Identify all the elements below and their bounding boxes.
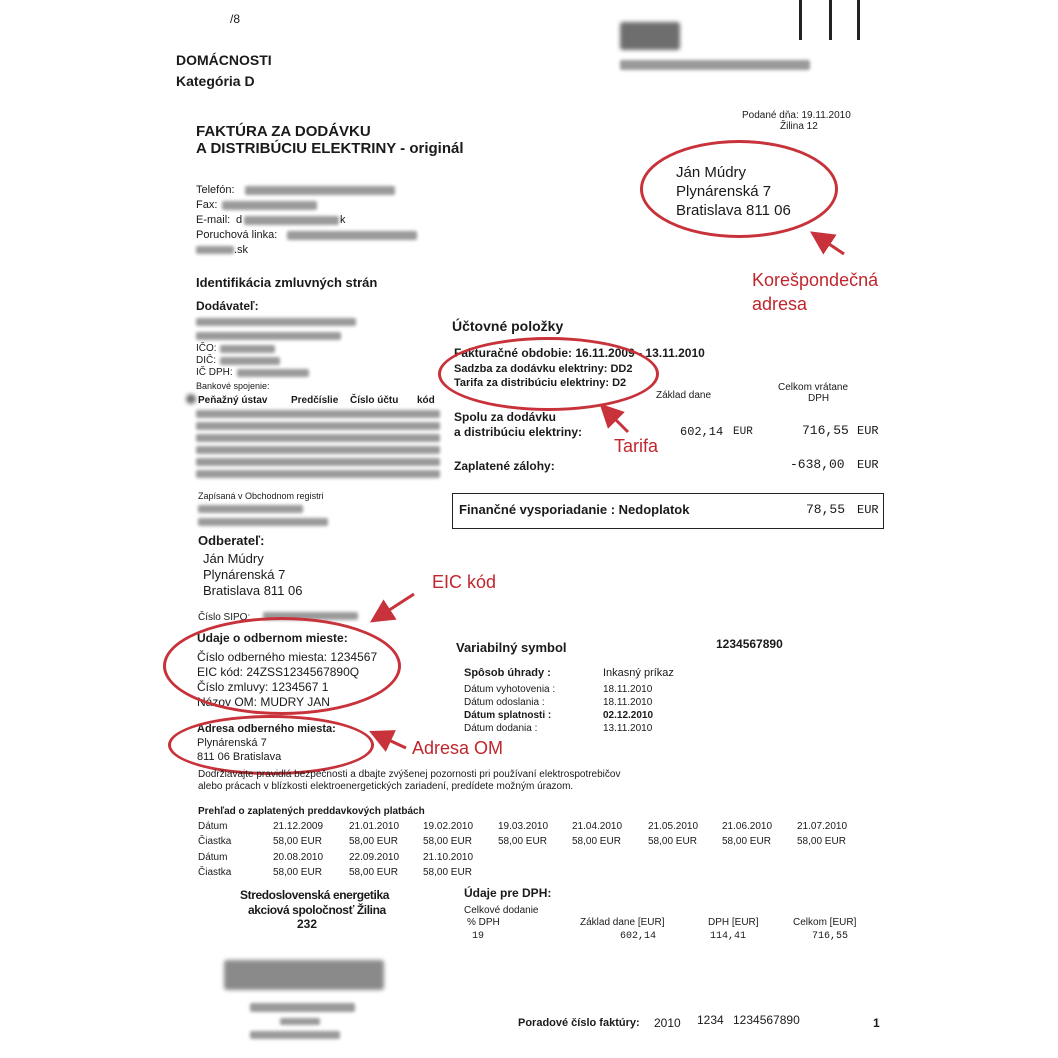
vat-heading: Údaje pre DPH:: [464, 886, 552, 900]
supply-point-number: Číslo odberného miesta: 1234567: [197, 650, 378, 664]
icdph-label: IČ DPH:: [196, 367, 233, 378]
distribution-tariff: Tarifa za distribúciu elektriny: D2: [454, 377, 627, 389]
total-base-currency: EUR: [733, 426, 753, 438]
adv-amount: 58,00 EUR: [349, 836, 398, 847]
arrow-correspondence: [820, 238, 844, 254]
stamp-line2: akciová spoločnosť Žilina: [248, 903, 386, 917]
redacted-bank-row: [196, 446, 440, 454]
stamp-line1: Stredoslovenská energetika: [240, 888, 390, 902]
advances-label: Zaplatené zálohy:: [454, 459, 555, 473]
web-suffix: .sk: [234, 244, 249, 256]
arrow-eic: [380, 594, 414, 616]
supply-address-city: 811 06 Bratislava: [197, 751, 282, 763]
bank-col-prefix: Predčíslie: [291, 395, 339, 406]
invoice-title-line2: A DISTRIBÚCIU ELEKTRINY - originál: [196, 140, 464, 157]
due-label: Dátum splatnosti :: [464, 710, 552, 721]
scan-edge-line: [857, 0, 860, 40]
adv-date: 19.03.2010: [498, 821, 549, 832]
submitted-date: Podané dňa: 19.11.2010: [742, 110, 851, 121]
vat-total-supply: Celkové dodanie: [464, 905, 539, 916]
redacted-register: [198, 518, 328, 526]
highlight-circle: [640, 140, 838, 238]
redacted-supplier-street: [196, 332, 341, 340]
annotation-correspondence-line2: adresa: [752, 294, 808, 314]
email-prefix: d: [236, 214, 243, 226]
total-with-vat: 716,55: [802, 423, 849, 438]
supply-point-name: Názov OM: MUDRY JAN: [197, 695, 330, 709]
phone-label: Telefón:: [196, 184, 235, 196]
redacted-email: [244, 216, 339, 225]
adv-date-label: Dátum: [198, 852, 228, 863]
supply-address-street: Plynárenská 7: [197, 737, 267, 749]
serial-part-a: 1234: [697, 1013, 724, 1027]
adv-amount: 58,00 EUR: [273, 836, 322, 847]
redacted-signatory2: [250, 1031, 340, 1039]
safety-line2: alebo prácach v blízkosti elektroenergetických zariadení, predídete možným úrazom.: [198, 781, 574, 792]
total-base: 602,14: [680, 425, 724, 439]
vat-pct-label: % DPH: [467, 917, 500, 928]
email-label: E-mail:: [196, 214, 231, 226]
redacted-supplier-name: [196, 318, 356, 326]
register-label: Zapísaná v Obchodnom registri: [198, 491, 324, 501]
customer-street: Plynárenská 7: [203, 567, 286, 582]
ico-label: IČO:: [196, 343, 217, 354]
serial-label: Poradové číslo faktúry:: [518, 1017, 640, 1029]
adv-amount: 58,00 EUR: [797, 836, 846, 847]
annotation-om: Adresa OM: [412, 738, 504, 758]
adv-amount: 58,00 EUR: [648, 836, 697, 847]
delivery-label: Dátum dodania :: [464, 723, 538, 734]
redacted-dic: [220, 357, 280, 365]
highlight-circle: [163, 617, 401, 715]
adv-date: 21.05.2010: [648, 821, 699, 832]
stamp-line3: 232: [297, 917, 318, 931]
delivery-value: 13.11.2010: [603, 723, 653, 734]
category-line1: DOMÁCNOSTI: [176, 52, 272, 68]
annotation-eic: EIC kód: [432, 572, 497, 592]
settlement-currency: EUR: [857, 503, 879, 517]
bank-col-institution: Peňažný ústav: [198, 395, 268, 406]
vat-value: 114,41: [710, 931, 747, 942]
redacted-logo: [620, 22, 680, 50]
settlement-value: 78,55: [806, 502, 846, 517]
adv-amount: 58,00 EUR: [423, 836, 472, 847]
issue-label: Dátum vyhotovenia :: [464, 684, 556, 695]
adv-amount: 58,00 EUR: [498, 836, 547, 847]
adv-date: 21.12.2009: [273, 821, 324, 832]
redacted-company-name: [620, 60, 810, 70]
adv-amount: 58,00 EUR: [722, 836, 771, 847]
col-tax-base: Základ dane: [656, 390, 712, 401]
supplier-label: Dodávateľ:: [196, 299, 259, 313]
annotation-correspondence-line1: Korešpondečná: [752, 270, 879, 290]
sent-value: 18.11.2010: [603, 697, 653, 708]
col-total-line2: DPH: [808, 393, 830, 404]
adv-date-label: Dátum: [198, 821, 228, 832]
adv-amount: 58,00 EUR: [273, 867, 322, 878]
vat-total: 716,55: [812, 931, 849, 942]
mail-name: Ján Múdry: [676, 164, 747, 181]
advances-value: -638,00: [790, 457, 845, 472]
adv-date: 22.09.2010: [349, 852, 400, 863]
vat-base: 602,14: [620, 931, 657, 942]
page-code: /8: [230, 12, 241, 26]
redacted-bank-row: [196, 422, 440, 430]
adv-date: 21.07.2010: [797, 821, 848, 832]
mail-street: Plynárenská 7: [676, 183, 772, 200]
vat-base-label: Základ dane [EUR]: [580, 917, 665, 928]
scan-edge-line: [829, 0, 832, 40]
hole-punch: [186, 394, 196, 404]
redacted-bank-row: [196, 410, 440, 418]
method-value: Inkasný príkaz: [603, 667, 674, 679]
advances-currency: EUR: [857, 458, 879, 472]
redacted-bank-row: [196, 434, 440, 442]
supply-point-heading: Údaje o odbernom mieste:: [197, 631, 348, 645]
adv-amount-label: Čiastka: [198, 867, 232, 878]
settlement-label: Finančné vysporiadanie : Nedoplatok: [459, 502, 690, 517]
redacted-bank-row: [196, 458, 440, 466]
customer-name: Ján Múdry: [203, 551, 264, 566]
redacted-register: [198, 505, 303, 513]
scan-edge-line: [799, 0, 802, 40]
redacted-signature: [224, 960, 384, 990]
redacted-signatory: [250, 1003, 355, 1012]
bank-col-account: Číslo účtu: [350, 395, 399, 406]
method-label: Spôsob úhrady :: [464, 667, 551, 679]
supply-address-heading: Adresa odberného miesta:: [197, 723, 336, 735]
vs-value: 1234567890: [716, 637, 783, 651]
vat-pct: 19: [472, 931, 485, 942]
bank-col-code: kód: [417, 395, 435, 406]
bank-label: Bankové spojenie:: [196, 381, 270, 391]
dic-label: DIČ:: [196, 355, 216, 366]
adv-amount: 58,00 EUR: [572, 836, 621, 847]
redacted-web: [196, 246, 234, 254]
serial-part-b: 1234567890: [733, 1013, 800, 1027]
redacted-signatory-role: [280, 1018, 320, 1025]
col-total-line1: Celkom vrátane: [778, 382, 849, 393]
category-line2: Kategória D: [176, 73, 255, 89]
total-vat-currency: EUR: [857, 424, 879, 438]
annotation-tariff: Tarifa: [614, 436, 659, 456]
adv-date: 21.06.2010: [722, 821, 773, 832]
adv-date: 21.01.2010: [349, 821, 400, 832]
billing-period: Fakturačné obdobie: 16.11.2009 - 13.11.2010: [454, 346, 705, 360]
adv-date: 21.10.2010: [423, 852, 474, 863]
due-value: 02.12.2010: [603, 710, 654, 721]
supply-point-contract: Číslo zmluvy: 1234567 1: [197, 680, 329, 694]
advances-heading: Prehľad o zaplatených preddavkových platbách: [198, 806, 425, 817]
vs-label: Variabilný symbol: [456, 640, 567, 655]
redacted-bank-row: [196, 470, 440, 478]
arrow-om: [380, 736, 406, 748]
invoice-title-line1: FAKTÚRA ZA DODÁVKU: [196, 123, 371, 140]
serial-year: 2010: [654, 1016, 681, 1030]
arrow-tariff: [608, 412, 628, 432]
email-suffix: k: [340, 214, 346, 226]
redacted-fax: [222, 201, 317, 210]
adv-amount-label: Čiastka: [198, 836, 232, 847]
vat-total-label: Celkom [EUR]: [793, 917, 857, 928]
parties-heading: Identifikácia zmluvných strán: [196, 275, 378, 290]
sipo-label: Číslo SIPO:: [198, 612, 251, 623]
customer-city: Bratislava 811 06: [203, 583, 303, 598]
customer-label: Odberateľ:: [198, 533, 265, 548]
highlight-circle: [168, 715, 374, 775]
highlight-circle: [438, 337, 659, 411]
mail-city: Bratislava 811 06: [676, 202, 791, 219]
adv-date: 19.02.2010: [423, 821, 474, 832]
adv-amount: 58,00 EUR: [423, 867, 472, 878]
fax-label: Fax:: [196, 199, 218, 211]
adv-date: 20.08.2010: [273, 852, 324, 863]
total-label-line2: a distribúciu elektriny:: [454, 425, 583, 439]
total-label-line1: Spolu za dodávku: [454, 410, 557, 424]
redacted-fault-line: [287, 231, 417, 240]
sent-label: Dátum odoslania :: [464, 697, 545, 708]
post-office: Žilina 12: [780, 121, 818, 132]
vat-value-label: DPH [EUR]: [708, 917, 759, 928]
redacted-phone: [245, 186, 395, 195]
supply-rate: Sadzba za dodávku elektriny: DD2: [454, 363, 633, 375]
adv-amount: 58,00 EUR: [349, 867, 398, 878]
issue-value: 18.11.2010: [603, 684, 653, 695]
fault-line-label: Poruchová linka:: [196, 229, 278, 241]
redacted-icdph: [237, 369, 309, 377]
redacted-ico: [220, 345, 275, 353]
items-heading: Účtovné položky: [452, 318, 564, 334]
page-number: 1: [873, 1016, 880, 1030]
safety-line1: Dodržiavajte pravidlá bezpečnosti a dbajte zvýšenej pozornosti pri používaní elektrospotrebičov: [198, 769, 621, 780]
supply-point-eic: EIC kód: 24ZSS1234567890Q: [197, 665, 360, 679]
adv-date: 21.04.2010: [572, 821, 623, 832]
